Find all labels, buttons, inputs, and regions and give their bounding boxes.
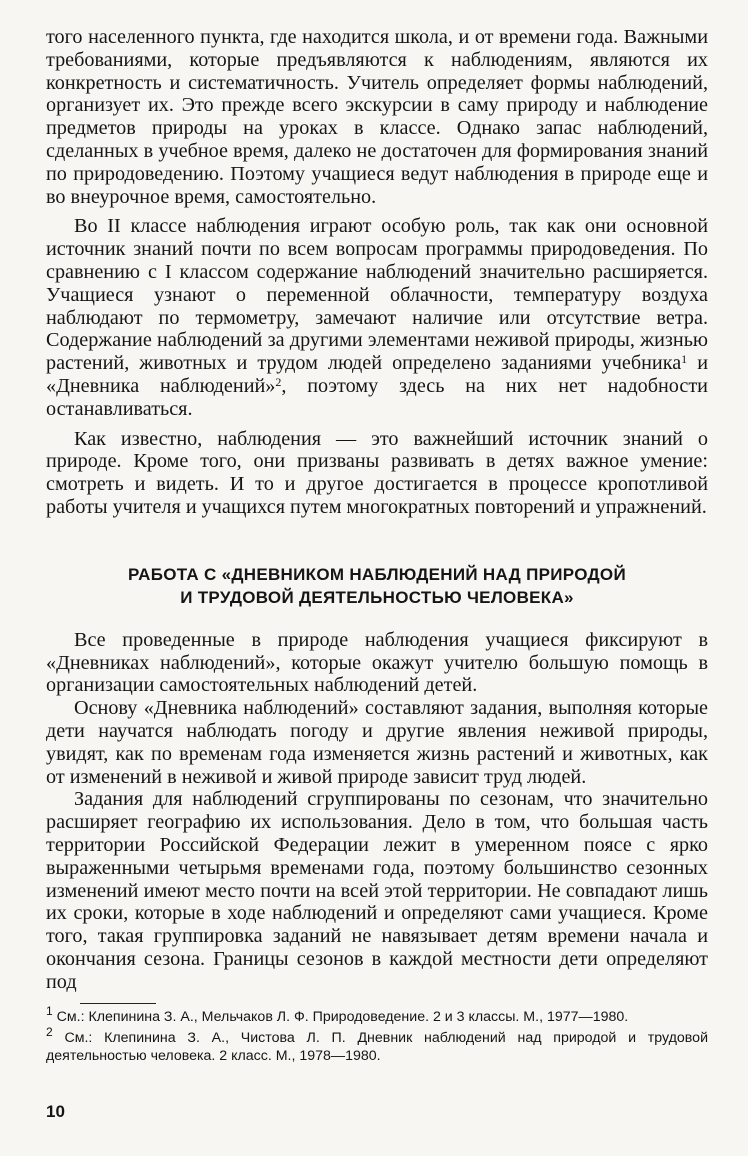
footnote-mark: 1	[46, 1004, 53, 1019]
paragraph-continuation: того населенного пункта, где находится школа, и от времени года. Важными требованиями, которые предъявляются к наблюдениям, являются их конкретность и систематичность. Учитель определяет формы наблюдений, организует их. Это прежде всего экскурсии в саму природу и наблюдение предметов природы на уроках в классе. Однако запас наблюдений, сделанных в учебное время, далеко не достаточен для формирования знаний по природоведению. Поэтому учащиеся ведут наблюдения в природе еще и во внеурочное время, самостоятельно.	[46, 26, 708, 208]
paragraph-diaries: Все проведенные в природе наблюдения учащиеся фиксируют в «Дневниках наблюдений», которые окажут учителю большую помощь в организации самостоятельных наблюдений детей.	[46, 628, 708, 697]
paragraph-text: и «Дневника наблюдений»	[46, 352, 709, 397]
footnote-mark: 2	[46, 1025, 53, 1040]
paragraph-seasons: Задания для наблюдений сгруппированы по сезонам, что значительно расширяет географию их использования. Дело в том, что большая часть территории Российской Федерации лежит в умеренном поясе с ярко выраженными четырьмя временами года, поэтому большинство сезонных изменений имеют место почти на всей этой территории. Не совпадают лишь их сроки, которые в ходе наблюдений и определяют сами учащиеся. Кроме того, такая группировка заданий не навязывает детям времени начала и окончания сезона. Границы сезонов в каждой местности дети определяют под	[46, 788, 708, 993]
paragraph-diary-basis: Основу «Дневника наблюдений» составляют задания, выполняя которые дети научатся наблюдать погоду и другие явления неживой природы, увидят, как по временам года изменяется жизнь растений и животных, как от изменений в неживой и живой природе зависит труд людей.	[46, 697, 708, 788]
footnote-ref-1[interactable]: 1	[681, 352, 688, 367]
footnote-text: См.: Клепинина З. А., Мельчаков Л. Ф. Природоведение. 2 и 3 классы. М., 1977—1980.	[52, 1009, 629, 1026]
page-number: 10	[46, 1102, 65, 1121]
paragraph-observation-skill: Как известно, наблюдения — это важнейший источник знаний о природе. Кроме того, они призваны развивать в детях важное умение: смотреть и видеть. И то и другое достигается в процессе кропотливой работы учителя и учащихся путем многократных повторений и упражнений.	[46, 427, 708, 518]
paragraph-text: Во II классе наблюдения играют особую роль, так как они основной источник знаний почти по всем вопросам программы природоведения. По сравнению с I классом содержание наблюдений значительно расширяется. Учащиеся узнают о переменной облачности, температуру воздуха наблюдают по термометру, замечают наличие или отсутствие ветра. Содержание наблюдений за другими элементами неживой природы, жизнью растений, животных и трудом людей определено заданиями учебника	[46, 215, 708, 375]
footnote-divider	[80, 1003, 156, 1004]
section-heading-line-2: И ТРУДОВОЙ ДЕЯТЕЛЬНОСТЬЮ ЧЕЛОВЕКА»	[180, 587, 574, 607]
footnote-ref-2[interactable]: 2	[275, 374, 282, 389]
section-heading-line-1: РАБОТА С «ДНЕВНИКОМ НАБЛЮДЕНИЙ НАД ПРИРОДОЙ	[128, 564, 626, 584]
footnote-1	[46, 1004, 708, 1026]
footnote-2	[46, 1025, 708, 1065]
paragraph-second-grade	[46, 215, 708, 420]
footnote-text: См.: Клепинина З. А., Чистова Л. П. Дневник наблюдений над природой и трудовой деятельностью человека. 2 класс. М., 1978—1980.	[46, 1030, 708, 1065]
paragraph-text: , поэтому здесь на них нет надобности останавливаться.	[46, 374, 708, 420]
section-heading	[46, 563, 708, 609]
